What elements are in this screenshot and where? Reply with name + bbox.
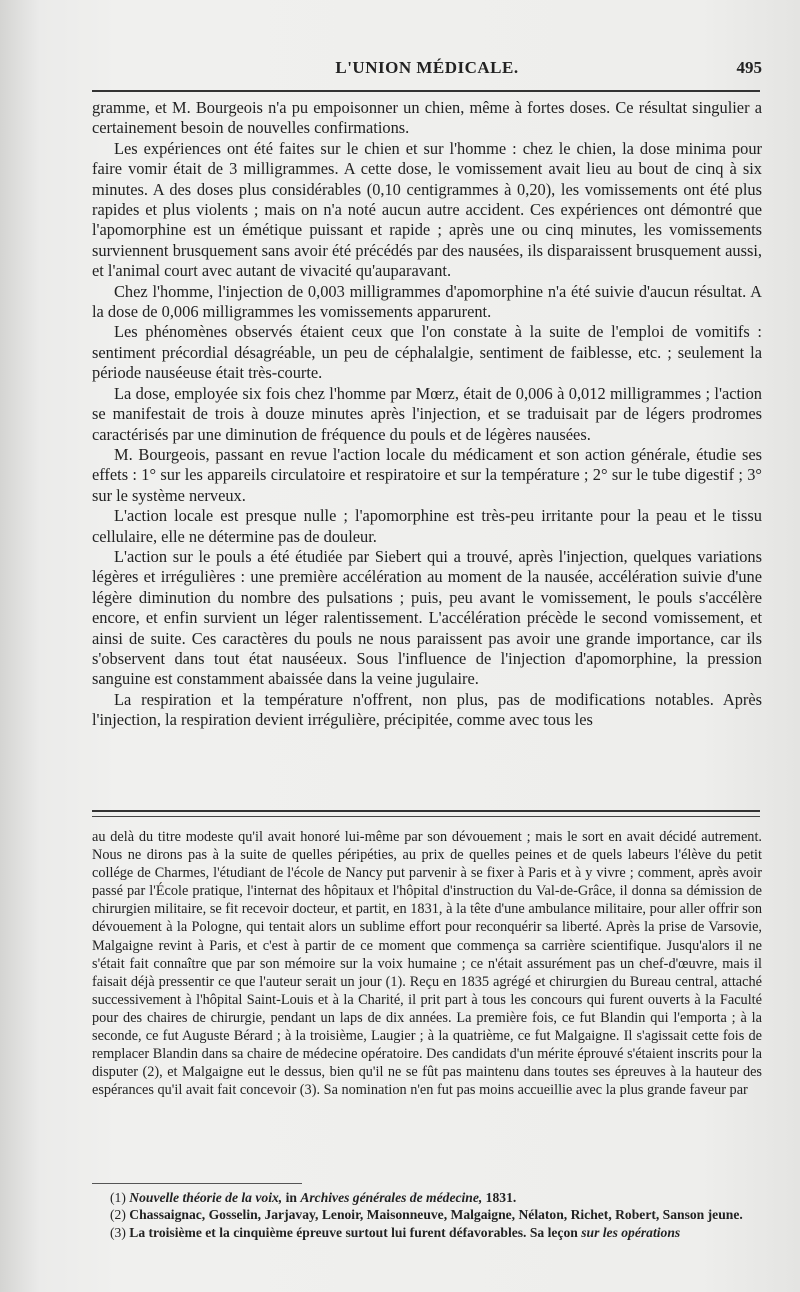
paragraph: L'action sur le pouls a été étudiée par Siebert qui a trouvé, après l'injection, quelques variations légères et irrégulières : une première accélération au moment de la nausée, accélération suivie d'une légère diminution du nombre des pulsations ; puis, peu avant le vomissement, le pouls s'accélère encore, et enfin survient un léger ralentissement. L'accélération précède le second vomissement, et ainsi de suite. Ces caractères du pouls ne nous paraissent pas avoir une grande importance, car ils s'observent dans tout état nauséeux. Sous l'influence de l'injection d'apomorphine, la pression sanguine est constamment abaissée dans la veine jugulaire. [92,546,762,689]
paragraph: M. Bourgeois, passant en revue l'action locale du médicament et son action générale, étudie ses effets : 1° sur les appareils circulatoire et respiratoire et sur la température ; 2° sur le tube digestif ; 3° sur le système nerveux. [92,444,762,505]
paragraph: L'action locale est presque nulle ; l'apomorphine est très-peu irritante pour la peau et le tissu cellulaire, elle ne détermine pas de douleur. [92,506,762,546]
footnotes [92,1190,762,1242]
main-article [92,98,762,731]
paragraph: Les expériences ont été faites sur le chien et sur l'homme : chez le chien, la dose minima pour faire vomir était de 3 milligrammes. A cette dose, le vomissement avait lieu au bout de cinq à six minutes. A des doses plus considérables (0,10 centigrammes à 0,20), les vomissements ont été plus rapides et plus violents ; mais on n'a noté aucun autre accident. Ces expériences ont démontré que l'apomorphine est un émétique puissant et rapide ; après une ou cinq minutes, les vomissements surviennent brusquement sans avoir été précédés par des nausées, ils disparaissent brusquement aussi, et l'animal court avec autant de vivacité qu'auparavant. [92,138,762,281]
paragraph: La dose, employée six fois chez l'homme par Mœrz, était de 0,006 à 0,012 milligrammes ; l'action se manifestait de trois à douze minutes après l'injection, et se traduisait par de légers prodromes caractérisés par une diminution de fréquence du pouls et de légères nausées. [92,383,762,444]
page-number: 495 [736,58,762,77]
header-rule [92,90,760,92]
paragraph: Chez l'homme, l'injection de 0,003 milligrammes d'apomorphine n'a été suivie d'aucun résultat. A la dose de 0,006 milligrammes les vomissements apparurent. [92,281,762,322]
paragraph: gramme, et M. Bourgeois n'a pu empoisonner un chien, même à fortes doses. Ce résultat singulier a certainement besoin de nouvelles confirmations. [92,98,762,138]
feuilleton-paragraph: au delà du titre modeste qu'il avait honoré lui-même par son dévouement ; mais le sort en avait décidé autrement. Nous ne dirons pas à la suite de quelles péripéties, au prix de quelles peines et de quels labeurs l'élève du petit collége de Charmes, l'étudiant de l'école de Nancy put parvenir à se fixer à Paris et à y vivre ; comment, après avoir passé par l'École pratique, l'internat des hôpitaux et l'hôpital d'instruction du Val-de-Grâce, il donna sa démission de chirurgien militaire, se fit recevoir docteur, et partit, en 1831, à la tête d'une ambulance militaire, pour aller offrir son dévouement à la Pologne, qui tentait alors un sublime effort pour reconquérir sa liberté. Après la prise de Varsovie, Malgaigne revint à Paris, et c'est à partir de ce moment que commença sa carrière scientifique. Jusqu'alors il ne s'était fait connaître que par son mémoire sur la voix humaine ; ce n'était assurément pas un chef-d'œuvre, mais il faisait déjà pressentir ce que l'auteur serait un jour (1). Reçu en 1835 agrégé et chirurgien du Bureau central, attaché successivement à l'hôpital Saint-Louis et à la Charité, il prit part à tous les concours qui furent ouverts à la Faculté pour des chaires de chirurgie, pendant un laps de dix années. La première fois, ce fut Blandin qui l'emporta ; à la seconde, ce fut Auguste Bérard ; à la troisième, Laugier ; à la quatrième, ce fut Malgaigne. Il s'agissait cette fois de remplacer Blandin dans sa chaire de médecine opératoire. Des candidats d'un mérite éprouvé s'étaient inscrits pour la disputer (2), et Malgaigne eut le dessus, bien qu'il ne se fût pas maintenu dans toutes ses épreuves à la hauteur des espérances qu'il avait fait concevoir (3). Sa nomination n'en fut pas moins accueillie avec la plus grande faveur par [92,829,762,1099]
paragraph: La respiration et la température n'offrent, non plus, pas de modifications notables. Après l'injection, la respiration devient irrégulière, précipitée, comme avec tous les [92,689,762,730]
running-title: L'UNION MÉDICALE. [335,58,519,77]
paragraph: Les phénomènes observés étaient ceux que l'on constate à la suite de l'emploi de vomitifs : sentiment précordial désagréable, un peu de céphalalgie, sentiment de faiblesse, etc. ; seulement la période nauséeuse était très-courte. [92,322,762,383]
footnote-rule [92,1183,302,1184]
footnote-2: (2) Chassaignac, Gosselin, Jarjavay, Lenoir, Maisonneuve, Malgaigne, Nélaton, Richet, Robert, Sanson jeune. [110,1207,743,1223]
page-header [92,58,762,88]
feuilleton-divider [92,810,760,817]
footnote-1: (1) Nouvelle théorie de la voix, in Archives générales de médecine, 1831. [110,1190,517,1205]
footnote-3: (3) La troisième et la cinquième épreuve surtout lui furent défavorables. Sa leçon sur les opérations [110,1224,681,1240]
feuilleton-section [92,828,762,1099]
